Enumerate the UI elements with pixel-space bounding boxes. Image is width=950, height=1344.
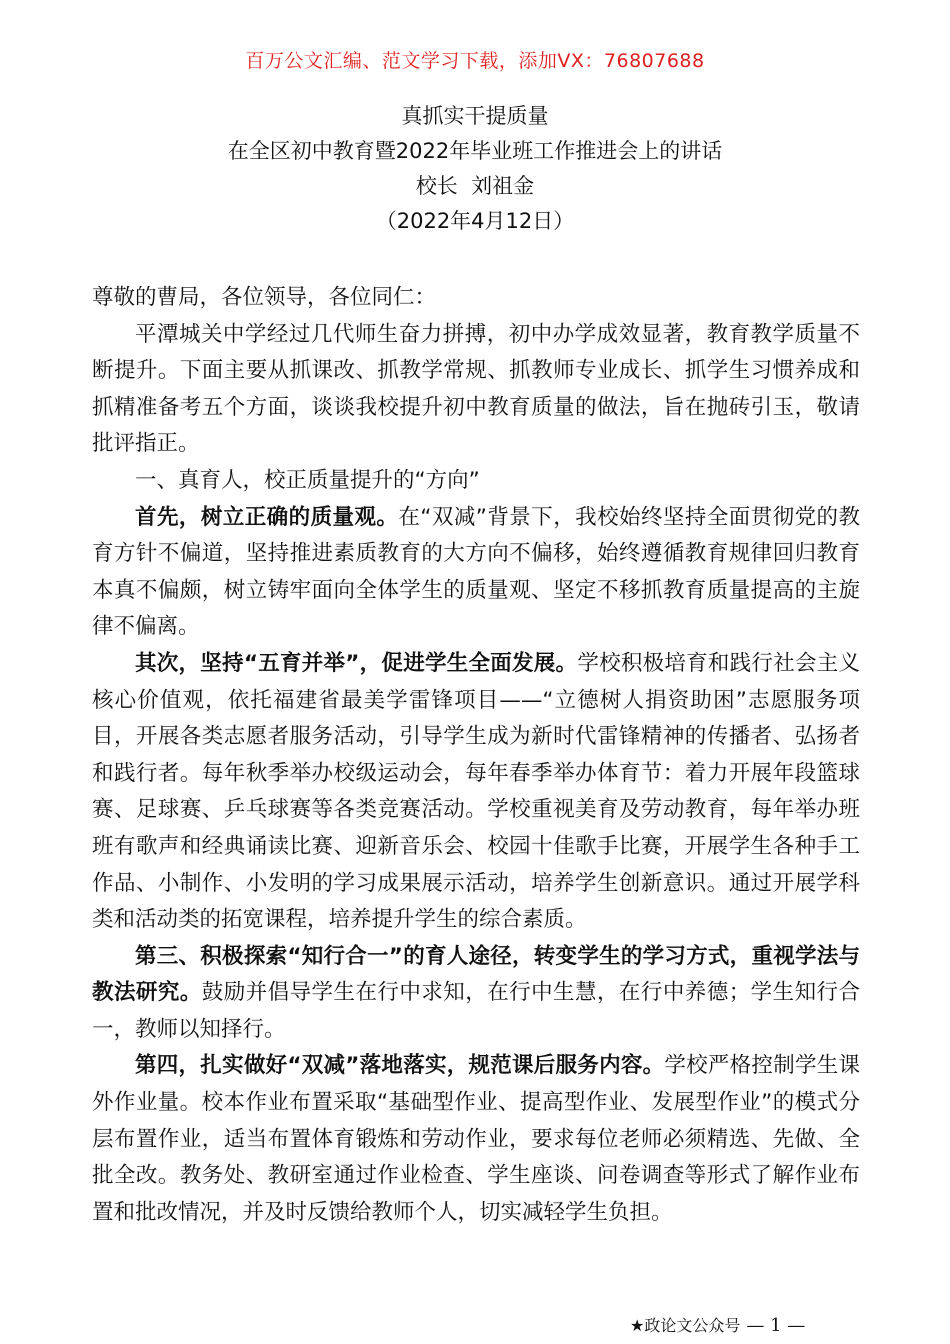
document-title: 真抓实干提质量 — [401, 104, 549, 128]
greeting: 尊敬的曹局，各位领导，各位同仁： — [92, 285, 437, 310]
paragraph-4-lead: 第四，扎实做好“双减”落地落实，规范课后服务内容。 — [135, 1053, 665, 1079]
paragraph-1-text: 在“双减”背景下，我校始终坚持全面贯彻党的教育方针不偏道，坚持推进素质教育的大方向不偏移，始终遵循教育规律回归教育本真不偏颇，树立铸牢面向全体学生的质量观、坚定不移抓教育质量提高的主旋律不偏离。 — [92, 504, 860, 640]
footer-source: ★政论文公众号 — [630, 1316, 741, 1335]
date-line: （2022年4月12日） — [375, 209, 575, 233]
document-body — [92, 280, 860, 1231]
paragraph-2-text: 学校积极培育和践行社会主义核心价值观，依托福建省最美学雷锋项目——“立德树人捐资助困”志愿服务项目，开展各类志愿者服务活动，引导学生成为新时代雷锋精神的传播者、弘扬者和践行者。每年秋季举办校级运动会，每年春季举办体育节：着力开展年段篮球赛、足球赛、乒乓球赛等各类竞赛活动。学校重视美育及劳动教育，每年举办班班有歌声和经典诵读比赛、迎新音乐会、校园十佳歌手比赛，开展学生各种手工作品、小制作、小发明的学习成果展示活动，培养学生创新意识。通过开展学科类和活动类的拓宽课程，培养提升学生的综合素质。 — [92, 650, 860, 933]
paragraph-2-lead: 其次，坚持“五育并举”，促进学生全面发展。 — [135, 650, 578, 676]
paragraph-3-lead: 第三、积极探索“知行合一”的育人途径，转变学生的学习方式，重视学法与教法研究。 — [92, 943, 860, 1006]
title-block — [0, 99, 950, 239]
paragraph-4 — [92, 1048, 860, 1231]
intro-paragraph: 平潭城关中学经过几代师生奋力拼搏，初中办学成效显著，教育教学质量不断提升。下面主要从抓课改、抓教学常规、抓教师专业成长、抓学生习惯养成和抓精准备考五个方面，谈谈我校提升初中教育质量的做法，旨在抛砖引玉，敬请批评指正。 — [92, 321, 860, 457]
document-subtitle: 在全区初中教育暨2022年毕业班工作推进会上的讲话 — [227, 139, 723, 163]
paragraph-1 — [92, 500, 860, 646]
paragraph-3-text: 鼓励并倡导学生在行中求知，在行中生慧，在行中养德；学生知行合一，教师以知择行。 — [92, 980, 860, 1042]
paragraph-4-text: 学校严格控制学生课外作业量。校本作业布置采取“基础型作业、提高型作业、发展型作业”的模式分层布置作业，适当布置体育锻炼和劳动作业，要求每位老师必须精选、先做、全批全改。教务处、教研室通过作业检查、学生座谈、问卷调查等形式了解作业布置和批改情况，并及时反馈给教师个人，切实减轻学生负担。 — [92, 1053, 860, 1225]
section-heading: 一、真育人，校正质量提升的“方向” — [135, 467, 480, 493]
speaker-line: 校长 刘祖金 — [415, 174, 535, 198]
page-number: — 1 — — [746, 1315, 806, 1336]
watermark-banner: 百万公文汇编、范文学习下载，添加VX：76807688 — [245, 50, 705, 72]
paragraph-1-lead: 首先，树立正确的质量观。 — [135, 504, 399, 530]
page-footer — [630, 1313, 805, 1336]
paragraph-2 — [92, 646, 860, 939]
paragraph-3 — [92, 939, 860, 1049]
